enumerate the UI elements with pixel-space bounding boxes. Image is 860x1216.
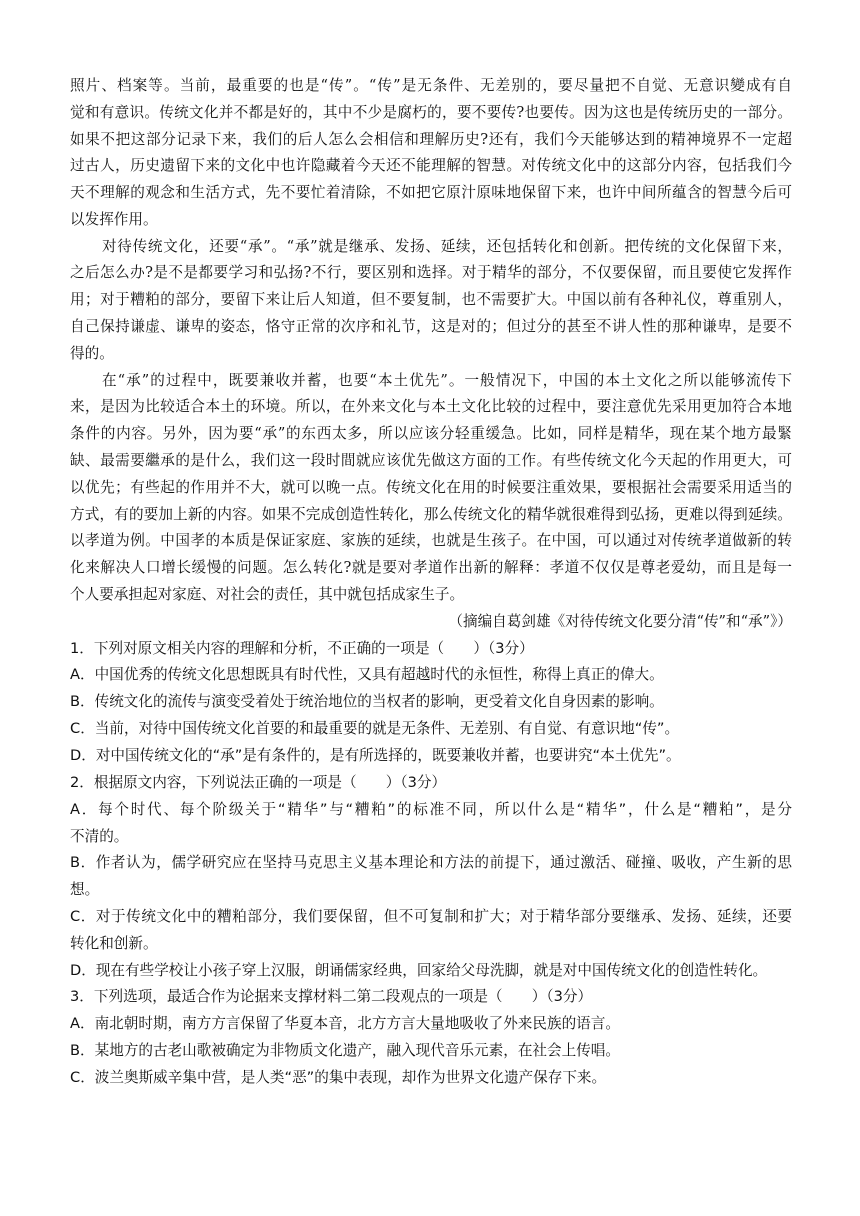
question-2-option-b-cont: 想。 — [70, 881, 100, 898]
passage-line: 对待传统文化，还要“承”。“承”就是继承、发扬、延续，还包括转化和创新。把传统的文化保留下来， — [102, 238, 792, 255]
question-2-option-a-cont: 不清的。 — [70, 828, 129, 845]
passage-line: 以孝道为例。中国孝的本质是保证家庭、家族的延续，也就是生孩子。在中国，可以通过对传统孝道做新的转 — [70, 532, 792, 549]
passage-line: 自己保持谦虚、谦卑的姿态，恪守正常的次序和礼节，这是对的；但过分的甚至不讲人性的那种谦卑，是要不 — [70, 318, 792, 335]
passage-line: 如果不把这部分记录下来，我们的后人怎么会相信和理解历史?还有，我们今天能够达到的精神境界不一定超 — [70, 131, 792, 148]
question-3-option-c: C．波兰奥斯威辛集中营，是人类“恶”的集中表现，却作为世界文化遗产保存下来。 — [70, 1069, 607, 1086]
passage-line: 用；对于糟粕的部分，要留下来让后人知道，但不要复制，也不需要扩大。中国以前有各种礼仪，尊重别人， — [70, 291, 792, 308]
passage-line: 个人要承担起对家庭、对社会的责任，其中就包括成家生子。 — [70, 586, 465, 603]
question-2-option-c-cont: 转化和创新。 — [70, 935, 158, 952]
question-3-option-a: A．南北朝时期，南方方言保留了华夏本音，北方方言大量地吸收了外来民族的语言。 — [70, 1015, 620, 1032]
question-1-option-a: A．中国优秀的传统文化思想既具有时代性，又具有超越时代的永恒性，称得上真正的偉大。 — [70, 666, 664, 683]
passage-line: 来，是因为比较适合本土的环境。所以，在外来文化与本土文化比较的过程中，要注意优先采用更加符合本地 — [70, 398, 792, 415]
source-citation: （摘编自葛剑雄《对待传统文化要分清“传”和“承”》） — [448, 613, 792, 630]
passage-line: 天不理解的观念和生活方式，先不要忙着清除，不如把它原汁原味地保留下来，也许中间所蕴含的智慧今后可 — [70, 184, 792, 201]
passage-line: 过古人，历史遗留下来的文化中也许隐藏着今天还不能理解的智慧。对传统文化中的这部分内容，包括我们今 — [70, 157, 792, 174]
passage-line: 照片、档案等。当前，最重要的也是“传”。“传”是无条件、无差别的，要尽量把不自觉、无意识變成有自 — [70, 77, 792, 94]
question-2-option-c: C．对于传统文化中的糟粕部分，我们要保留，但不可复制和扩大；对于精华部分要继承、发扬、延续，还要 — [70, 908, 792, 925]
passage-line: 化来解决人口增长缓慢的问题。怎么转化?就是要对孝道作出新的解释：孝道不仅仅是尊老爱幼，而且是每一 — [70, 559, 792, 576]
passage-line: 条件的内容。另外，因为要“承”的东西太多，所以应该分轻重缓急。比如，同样是精华，现在某个地方最緊 — [70, 425, 792, 442]
question-1-option-b: B．传统文化的流传与演变受着处于统治地位的当权者的影响，更受着文化自身因素的影响。 — [70, 693, 664, 710]
question-3-stem: 3．下列选项，最适合作为论据来支撑材料二第二段观点的一项是（ ）（3分） — [70, 988, 593, 1005]
passage-line: 以发挥作用。 — [70, 211, 158, 228]
question-1-stem: 1．下列对原文相关内容的理解和分析，不正确的一项是（ ）（3分） — [70, 640, 534, 657]
question-1-option-c: C．当前，对待中国传统文化首要的和最重要的就是无条件、无差别、有自觉、有意识地“传”。 — [70, 720, 680, 737]
passage-line: 得的。 — [70, 345, 114, 362]
passage-line: 之后怎么办?是不是都要学习和弘扬?不行，要区别和选择。对于精华的部分，不仅要保留，而且要使它发挥作 — [70, 264, 792, 281]
passage-line: 方式，有的要加上新的内容。如果不完成创造性转化，那么传统文化的精华就很难得到弘扬，更难以得到延续。 — [70, 506, 792, 523]
question-2-option-b: B．作者认为，儒学研究应在坚持马克思主义基本理论和方法的前提下，通过激活、碰撞、吸收，产生新的思 — [70, 854, 792, 871]
passage-line: 觉和有意识。传统文化并不都是好的，其中不少是腐朽的，要不要传?也要传。因为这也是传统历史的一部分。 — [70, 104, 792, 121]
question-3-option-b: B．某地方的古老山歌被确定为非物质文化遗产，融入现代音乐元素，在社会上传唱。 — [70, 1042, 620, 1059]
question-1-option-d: D．对中国传统文化的“承”是有条件的，是有所选择的，既要兼收并蓄，也要讲究“本土优先”。 — [70, 747, 681, 764]
passage-line: 在“承”的过程中，既要兼收并蓄，也要“本土优先”。一般情况下，中国的本土文化之所以能够流传下 — [102, 372, 792, 389]
passage-line: 以优先；有些起的作用并不大，就可以晚一点。传统文化在用的时候要注重效果，要根据社会需要采用适当的 — [70, 479, 792, 496]
passage-line: 缺、最需要繼承的是什么，我们这一段时間就应该优先做这方面的工作。有些传统文化今天起的作用更大，可 — [70, 452, 792, 469]
question-2-option-a: A．每个时代、每个阶级关于“精华”与“糟粕”的标准不同，所以什么是“精华”，什么是“糟粕”，是分 — [70, 801, 792, 818]
question-2-stem: 2．根据原文内容，下列说法正确的一项是（ ）（3分） — [70, 774, 447, 791]
question-2-option-d: D．现在有些学校让小孩子穿上汉服，朗诵儒家经典，回家给父母洗脚，就是对中国传统文化的创造性转化。 — [70, 962, 768, 979]
